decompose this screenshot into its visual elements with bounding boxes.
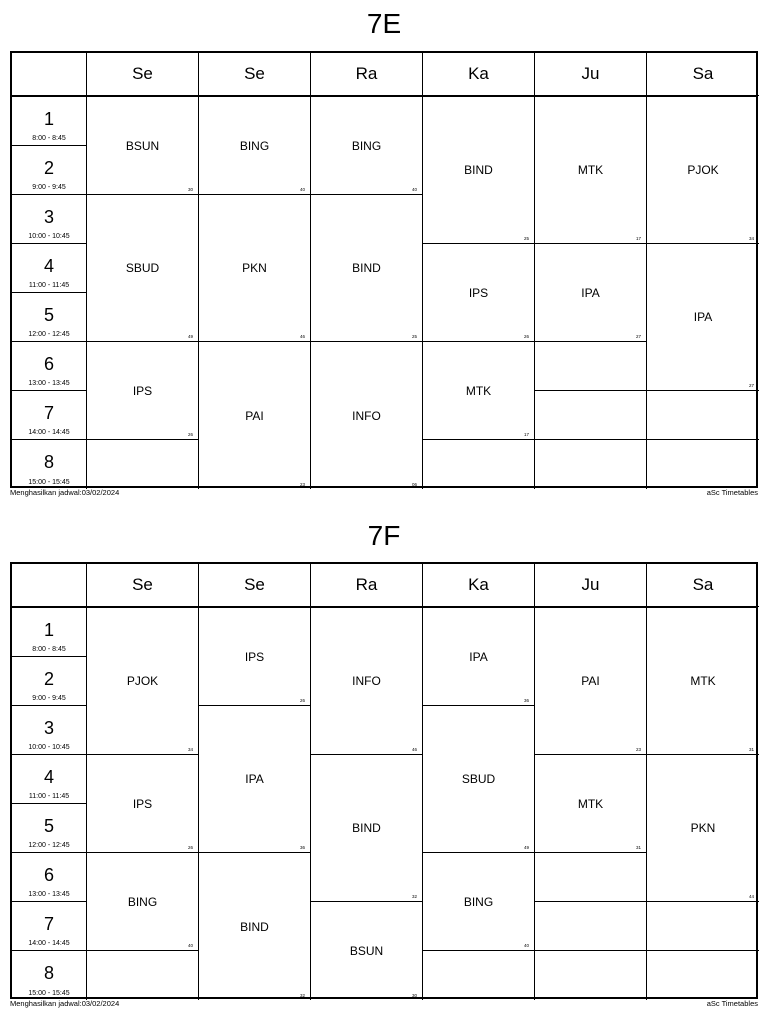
period-cell [12, 755, 87, 804]
lesson-subject: BIND [464, 163, 493, 177]
period-number: 8 [43, 963, 54, 983]
lesson-room: 26 [299, 698, 305, 703]
empty-cell [423, 951, 535, 1000]
day-header: Se [199, 53, 311, 96]
footer-generated-date: Menghasilkan jadwal:03/02/2024 [10, 488, 120, 497]
lesson-subject: IPS [468, 285, 489, 300]
lesson-subject: SBUD [461, 772, 496, 786]
lesson-room: 46 [411, 747, 417, 752]
lesson-cell[interactable] [647, 608, 759, 755]
lesson-room: 30 [187, 187, 193, 192]
period-cell [12, 608, 87, 657]
lesson-cell[interactable] [647, 244, 759, 391]
lesson-cell[interactable] [311, 195, 423, 342]
lesson-cell[interactable] [199, 706, 311, 853]
period-time: 8:00 - 8:45 [32, 646, 66, 653]
period-time: 15:00 - 15:45 [28, 479, 70, 486]
period-cell [12, 195, 87, 244]
lesson-subject: INFO [352, 674, 381, 688]
day-header: Sa [647, 53, 759, 96]
empty-cell [647, 902, 759, 951]
footer-generated-date: Menghasilkan jadwal:03/02/2024 [10, 999, 120, 1008]
lesson-cell[interactable] [423, 706, 535, 853]
period-number: 1 [43, 620, 54, 640]
lesson-room: 31 [748, 747, 754, 752]
lesson-room: 49 [187, 334, 193, 339]
period-cell [12, 244, 87, 293]
lesson-room: 17 [523, 432, 529, 437]
lesson-subject: BIND [352, 821, 381, 835]
period-number: 3 [43, 207, 54, 227]
empty-cell [423, 440, 535, 489]
lesson-room: 26 [523, 334, 529, 339]
period-time: 11:00 - 11:45 [28, 282, 70, 289]
period-cell [12, 293, 87, 342]
lesson-cell[interactable] [423, 342, 535, 440]
period-number: 8 [43, 452, 54, 472]
lesson-cell[interactable] [423, 97, 535, 244]
footer-software-credit: aSc Timetables [706, 488, 758, 497]
period-cell [12, 97, 87, 146]
lesson-cell[interactable] [87, 608, 199, 755]
lesson-room: 06 [411, 482, 417, 487]
lesson-subject: MTK [690, 674, 716, 688]
lesson-cell[interactable] [535, 97, 647, 244]
footer-software-credit: aSc Timetables [706, 999, 758, 1008]
lesson-cell[interactable] [87, 97, 199, 195]
lesson-room: 26 [187, 845, 193, 850]
lesson-subject: INFO [352, 408, 381, 423]
day-header: Ka [423, 53, 535, 96]
empty-cell [535, 902, 647, 951]
day-header: Ra [311, 53, 423, 96]
period-number: 5 [43, 305, 54, 325]
lesson-subject: PAI [581, 674, 600, 688]
period-cell [12, 146, 87, 195]
day-header: Se [87, 53, 199, 96]
lesson-room: 27 [748, 383, 754, 388]
period-number: 2 [43, 158, 54, 178]
period-cell [12, 342, 87, 391]
class-title: 7E [366, 8, 402, 39]
period-time: 13:00 - 13:45 [28, 380, 70, 387]
lesson-cell[interactable] [199, 608, 311, 706]
day-header: Se [199, 564, 311, 607]
period-number: 5 [43, 816, 54, 836]
lesson-room: 40 [411, 187, 417, 192]
empty-cell [535, 440, 647, 489]
lesson-cell[interactable] [647, 97, 759, 244]
lesson-cell[interactable] [535, 244, 647, 342]
period-number: 3 [43, 718, 54, 738]
period-cell [12, 853, 87, 902]
period-cell [12, 951, 87, 1000]
period-number: 7 [43, 403, 54, 423]
lesson-subject: PAI [245, 408, 264, 423]
lesson-room: 36 [299, 845, 305, 850]
lesson-subject: BING [463, 894, 494, 909]
lesson-cell[interactable] [311, 755, 423, 902]
lesson-room: 49 [523, 845, 529, 850]
lesson-room: 25 [523, 236, 529, 241]
period-time: 13:00 - 13:45 [28, 891, 70, 898]
corner-cell [12, 564, 87, 607]
period-number: 4 [43, 767, 54, 787]
lesson-subject: MTK [577, 796, 604, 811]
period-number: 6 [43, 354, 54, 374]
lesson-room: 34 [187, 747, 193, 752]
lesson-room: 25 [411, 334, 417, 339]
lesson-room: 32 [299, 993, 305, 998]
empty-cell [647, 391, 759, 440]
lesson-subject: PJOK [126, 674, 159, 688]
lesson-subject: PKN [690, 821, 716, 835]
day-header: Sa [647, 564, 759, 607]
period-time: 10:00 - 10:45 [28, 233, 70, 240]
period-cell [12, 804, 87, 853]
lesson-subject: PKN [242, 261, 267, 275]
class-title: 7F [367, 520, 401, 551]
empty-cell [87, 951, 199, 1000]
lesson-cell[interactable] [199, 342, 311, 489]
period-time: 14:00 - 14:45 [28, 940, 70, 947]
lesson-cell[interactable] [535, 755, 647, 853]
lesson-subject: IPS [132, 796, 153, 811]
lesson-cell[interactable] [87, 755, 199, 853]
lesson-subject: IPA [693, 310, 713, 324]
corner-cell [12, 53, 87, 96]
period-number: 7 [43, 914, 54, 934]
empty-cell [647, 440, 759, 489]
lesson-room: 17 [635, 236, 641, 241]
lesson-subject: IPA [245, 772, 264, 786]
lesson-cell[interactable] [199, 853, 311, 1000]
period-time: 11:00 - 11:45 [28, 793, 70, 800]
lesson-cell[interactable] [311, 97, 423, 195]
lesson-room: 40 [299, 187, 305, 192]
lesson-subject: BING [239, 138, 270, 153]
lesson-subject: PJOK [687, 163, 719, 177]
lesson-subject: BSUN [349, 944, 384, 958]
lesson-subject: SBUD [125, 261, 160, 275]
lesson-room: 27 [635, 334, 641, 339]
lesson-cell[interactable] [311, 902, 423, 1000]
period-cell [12, 706, 87, 755]
period-cell [12, 902, 87, 951]
lesson-cell[interactable] [87, 195, 199, 342]
period-time: 8:00 - 8:45 [32, 135, 66, 142]
lesson-room: 40 [187, 943, 193, 948]
lesson-room: 32 [411, 894, 417, 899]
period-time: 15:00 - 15:45 [28, 990, 70, 997]
period-number: 2 [43, 669, 54, 689]
lesson-subject: BING [127, 894, 158, 909]
lesson-subject: BING [351, 138, 382, 153]
empty-cell [535, 951, 647, 1000]
lesson-subject: BIND [240, 919, 269, 934]
period-time: 12:00 - 12:45 [28, 331, 70, 338]
lesson-cell[interactable] [535, 608, 647, 755]
lesson-cell[interactable] [311, 342, 423, 489]
lesson-cell[interactable] [423, 853, 535, 951]
lesson-subject: MTK [465, 383, 492, 398]
day-header: Ju [535, 564, 647, 607]
lesson-cell[interactable] [87, 342, 199, 440]
lesson-cell[interactable] [199, 97, 311, 195]
lesson-subject: IPS [244, 649, 265, 664]
lesson-subject: BIND [352, 261, 381, 275]
period-number: 1 [43, 109, 54, 129]
day-header: Ka [423, 564, 535, 607]
day-header: Ra [311, 564, 423, 607]
timetable-grid [10, 51, 758, 488]
lesson-room: 44 [748, 894, 754, 899]
lesson-room: 36 [523, 698, 529, 703]
lesson-room: 31 [635, 845, 641, 850]
lesson-room: 46 [299, 334, 305, 339]
lesson-subject: IPA [469, 649, 488, 664]
lesson-subject: IPA [581, 285, 600, 300]
lesson-cell[interactable] [199, 195, 311, 342]
period-time: 9:00 - 9:45 [32, 695, 66, 702]
lesson-room: 26 [187, 432, 193, 437]
lesson-subject: BSUN [125, 138, 160, 153]
empty-cell [87, 440, 199, 489]
period-time: 9:00 - 9:45 [32, 184, 66, 191]
day-header: Se [87, 564, 199, 607]
lesson-room: 23 [635, 747, 641, 752]
period-time: 14:00 - 14:45 [28, 429, 70, 436]
lesson-room: 23 [299, 482, 305, 487]
lesson-cell[interactable] [423, 244, 535, 342]
period-number: 4 [43, 256, 54, 276]
period-cell [12, 657, 87, 706]
timetable-grid [10, 562, 758, 999]
period-time: 12:00 - 12:45 [28, 842, 70, 849]
lesson-room: 40 [523, 943, 529, 948]
empty-cell [535, 391, 647, 440]
lesson-subject: MTK [577, 163, 604, 177]
lesson-room: 30 [411, 993, 417, 998]
period-number: 6 [43, 865, 54, 885]
lesson-room: 34 [748, 236, 754, 241]
lesson-cell[interactable] [311, 608, 423, 755]
period-cell [12, 391, 87, 440]
empty-cell [535, 342, 647, 391]
lesson-subject: IPS [132, 383, 153, 398]
lesson-cell[interactable] [423, 608, 535, 706]
day-header: Ju [535, 53, 647, 96]
empty-cell [535, 853, 647, 902]
lesson-cell[interactable] [647, 755, 759, 902]
empty-cell [647, 951, 759, 1000]
lesson-cell[interactable] [87, 853, 199, 951]
period-time: 10:00 - 10:45 [28, 744, 70, 751]
period-cell [12, 440, 87, 489]
